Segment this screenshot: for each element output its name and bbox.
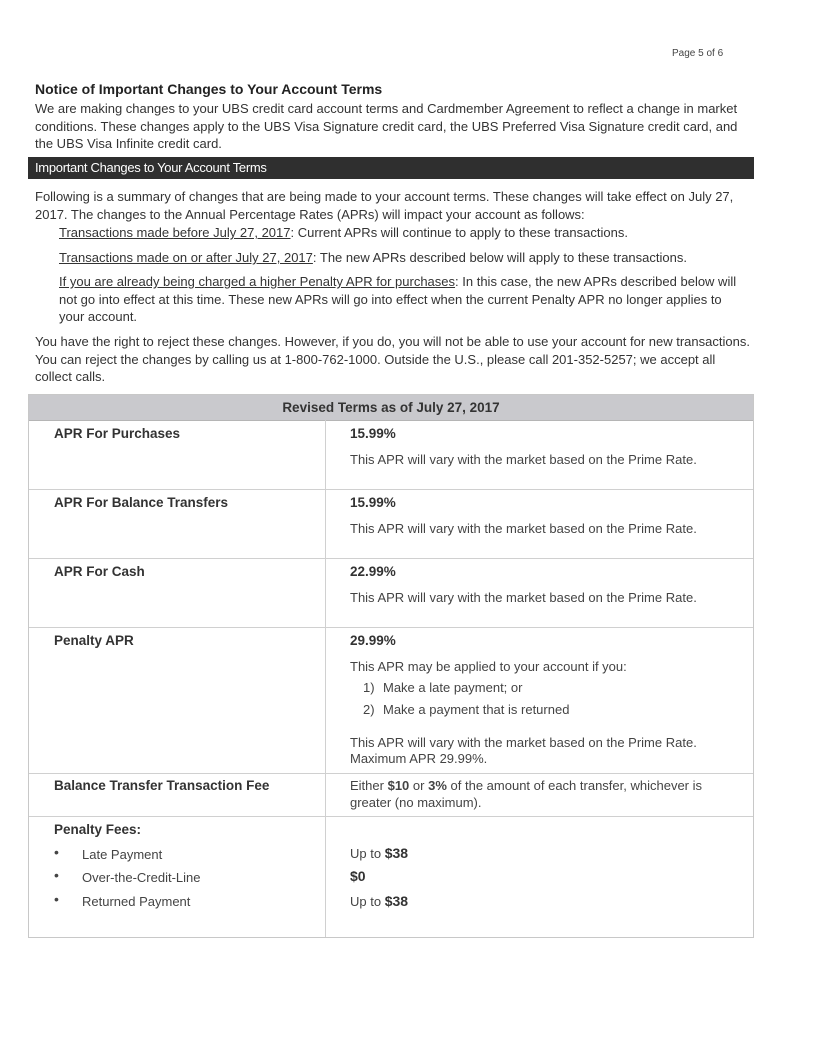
row-divider bbox=[29, 816, 753, 817]
penalty-apr-intro: This APR may be applied to your account if you: bbox=[350, 659, 627, 674]
apr-purchases-note: This APR will vary with the market based on the Prime Rate. bbox=[350, 452, 697, 467]
fee-over-credit-line-name: Over-the-Credit-Line bbox=[82, 870, 201, 885]
bullet-icon: • bbox=[54, 891, 59, 907]
bt-fee-or: or bbox=[412, 778, 425, 793]
page-number: Page 5 of 6 bbox=[672, 48, 724, 59]
apr-balance-transfers-rate: 15.99% bbox=[350, 495, 396, 510]
notice-body: We are making changes to your UBS credit card account terms and Cardmember Agreement to reflect a change in market conditions. These changes apply to the UBS Visa Signature credit card, the UBS Preferred Visa Signature credit card, and the UBS Visa Infinite credit card. bbox=[35, 101, 738, 151]
penalty-condition-2 bbox=[350, 702, 730, 719]
apr-balance-transfers-label: APR For Balance Transfers bbox=[54, 495, 229, 510]
row-divider bbox=[29, 627, 753, 628]
bullet-icon: • bbox=[54, 867, 59, 883]
bullet-icon: • bbox=[54, 844, 59, 860]
fee-returned-payment-prefix: Up to bbox=[350, 894, 382, 909]
penalty-condition-2-number: 2) bbox=[363, 702, 375, 717]
fee-over-credit-line-amount: $0 bbox=[350, 868, 366, 884]
fee-late-payment-prefix: Up to bbox=[350, 846, 382, 861]
row-divider bbox=[29, 558, 753, 559]
apr-purchases-rate: 15.99% bbox=[350, 426, 396, 441]
summary-item-1 bbox=[59, 224, 749, 242]
summary-text: Following is a summary of changes that are being made to your account terms. These changes will take effect on July 27, 2017. The changes to the Annual Percentage Rates (APRs) will impact your account as follows: bbox=[35, 189, 734, 222]
revised-terms-header: Revised Terms as of July 27, 2017 bbox=[29, 395, 753, 421]
penalty-apr-note: This APR will vary with the market based on the Prime Rate. bbox=[350, 735, 697, 750]
penalty-condition-2-text: Make a payment that is returned bbox=[383, 702, 570, 717]
fee-late-payment bbox=[54, 846, 162, 862]
reject-text: You have the right to reject these changes. However, if you do, you will not be able to use your account for new transactions. You can reject the changes by calling us at 1-800-762-1000. Outside the U.S., please call 201-352-5257; we accept all collect calls. bbox=[35, 334, 750, 384]
bt-fee-label: Balance Transfer Transaction Fee bbox=[54, 778, 270, 793]
bt-fee-rest: of the amount of each transfer, whichever is greater (no maximum). bbox=[350, 778, 702, 810]
fee-over-credit-line-value bbox=[350, 868, 366, 884]
penalty-condition-1 bbox=[350, 680, 730, 697]
notice-title: Notice of Important Changes to Your Account Terms bbox=[35, 81, 383, 97]
row-divider bbox=[29, 773, 753, 774]
penalty-condition-1-text: Make a late payment; or bbox=[383, 680, 523, 695]
summary-item-2-heading: Transactions made on or after July 27, 2017 bbox=[59, 250, 313, 265]
apr-cash-rate: 22.99% bbox=[350, 564, 396, 579]
column-divider bbox=[325, 420, 326, 937]
fee-late-payment-name: Late Payment bbox=[82, 847, 163, 862]
fee-late-payment-amount: $38 bbox=[384, 845, 409, 861]
fee-returned-payment-amount: $38 bbox=[384, 893, 409, 909]
penalty-apr-max: Maximum APR 29.99%. bbox=[350, 751, 488, 766]
section-bar: Important Changes to Your Account Terms bbox=[28, 157, 754, 179]
summary-item-3-text: : In this case, the new APRs described below will not go into effect at this time. These new APRs will go into effect when the current Penalty APR no longer applies to your account. bbox=[59, 274, 737, 324]
bt-fee-amount: $10 bbox=[387, 778, 410, 793]
fee-over-credit-line bbox=[54, 869, 201, 885]
apr-cash-note: This APR will vary with the market based on the Prime Rate. bbox=[350, 590, 697, 605]
penalty-apr-label: Penalty APR bbox=[54, 633, 134, 648]
fee-returned-payment bbox=[54, 893, 190, 909]
summary-item-1-heading: Transactions made before July 27, 2017 bbox=[59, 225, 291, 240]
penalty-fees-label: Penalty Fees: bbox=[54, 822, 142, 837]
summary-item-3-heading: If you are already being charged a higher Penalty APR for purchases bbox=[59, 274, 456, 289]
bt-fee-percent: 3% bbox=[428, 778, 447, 793]
penalty-condition-1-number: 1) bbox=[363, 680, 375, 695]
summary-item-3 bbox=[59, 273, 749, 326]
bt-fee-text bbox=[350, 778, 735, 811]
summary-item-2-text: : The new APRs described below will apply to these transactions. bbox=[312, 250, 687, 265]
penalty-apr-rate: 29.99% bbox=[350, 633, 396, 648]
fee-late-payment-value bbox=[350, 845, 408, 861]
fee-returned-payment-value bbox=[350, 893, 408, 909]
apr-balance-transfers-note: This APR will vary with the market based on the Prime Rate. bbox=[350, 521, 697, 536]
apr-cash-label: APR For Cash bbox=[54, 564, 145, 579]
bt-fee-either: Either bbox=[350, 778, 384, 793]
revised-terms-table bbox=[28, 394, 754, 938]
summary-item-2 bbox=[59, 249, 749, 267]
row-divider bbox=[29, 489, 753, 490]
summary-item-1-text: : Current APRs will continue to apply to these transactions. bbox=[290, 225, 628, 240]
apr-purchases-label: APR For Purchases bbox=[54, 426, 181, 441]
fee-returned-payment-name: Returned Payment bbox=[82, 894, 191, 909]
